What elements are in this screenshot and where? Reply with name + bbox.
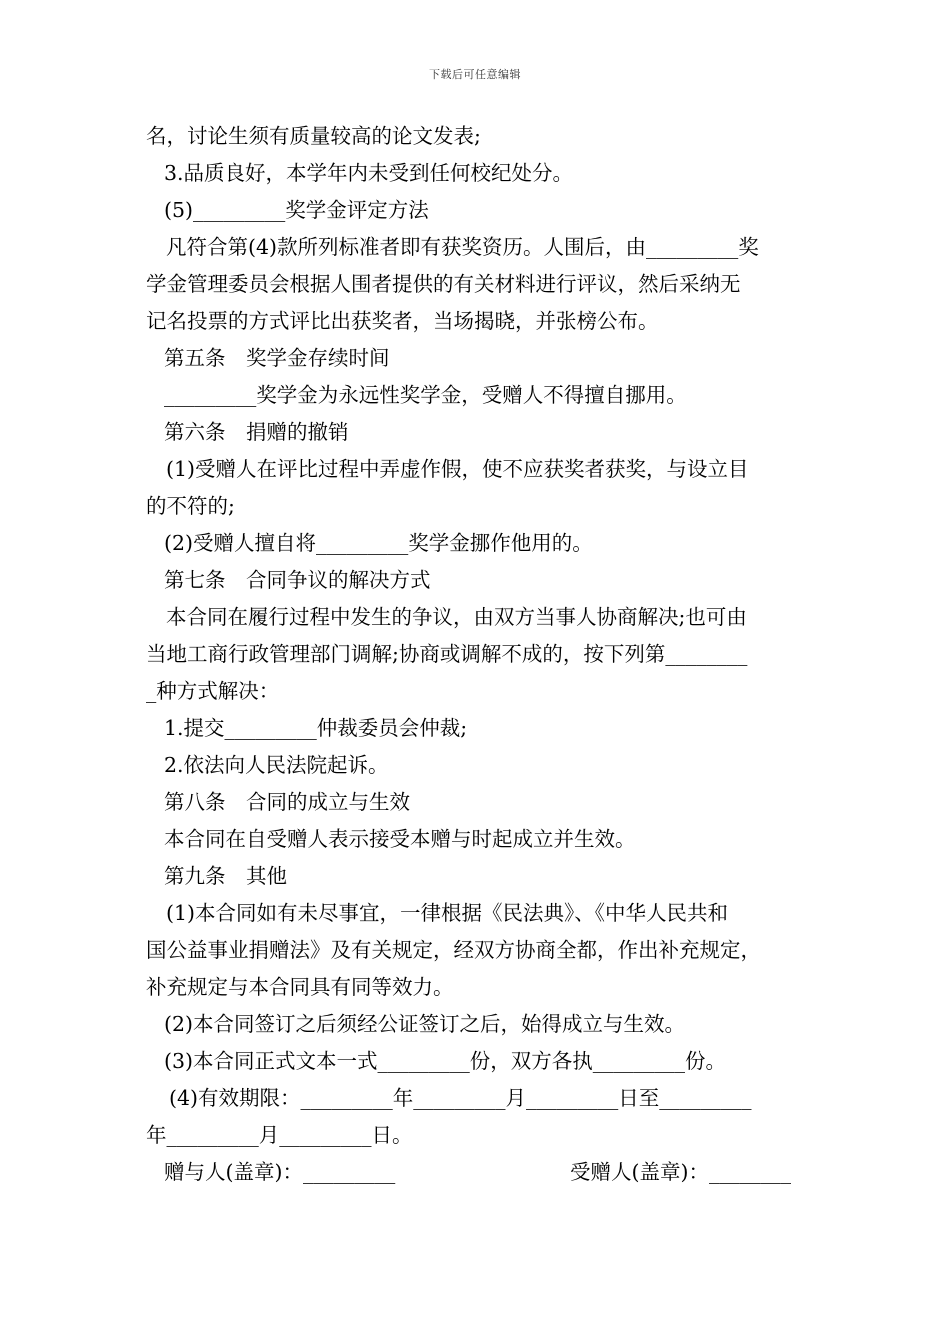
article-heading: 第六条 捐赠的撤销 [164, 420, 349, 444]
text-line: (4)有效期限：_________年_________月_________日至_________ [169, 1086, 752, 1110]
text-line: 2.依法向人民法院起诉。 [164, 753, 389, 777]
text-line: 年_________月_________日。 [146, 1123, 413, 1147]
text-line: 本合同在自受赠人表示接受本赠与时起成立并生效。 [164, 827, 636, 851]
text-line: 3.品质良好，本学年内未受到任何校纪处分。 [164, 161, 574, 185]
text-line: 1.提交_________仲裁委员会仲裁; [164, 716, 468, 740]
article-heading: 第七条 合同争议的解决方式 [164, 568, 431, 592]
text-line: 名，讨论生须有质量较高的论文发表; [146, 124, 481, 148]
article-heading: 第九条 其他 [164, 864, 287, 888]
recipient-signature: 受赠人(盖章)：________ [570, 1160, 791, 1184]
article-heading: 第八条 合同的成立与生效 [164, 790, 410, 814]
text-line: (2)受赠人擅自将_________奖学金挪作他用的。 [164, 531, 593, 555]
text-line: 国公益事业捐赠法》及有关规定，经双方协商全都，作出补充规定， [146, 938, 761, 962]
text-line: (1)受赠人在评比过程中弄虚作假，使不应获奖者获奖，与设立目 [166, 457, 749, 481]
text-line: (1)本合同如有未尽事宜，一律根据《民法典》、《中华人民共和 [166, 901, 729, 925]
text-line: (3)本合同正式文本一式_________份，双方各执_________份。 [164, 1049, 727, 1073]
text-line: _________奖学金为永远性奖学金，受赠人不得擅自挪用。 [164, 383, 687, 407]
text-line: 补充规定与本合同具有同等效力。 [146, 975, 454, 999]
document-body [146, 118, 826, 1191]
text-line: 的不符的; [146, 494, 235, 518]
text-line: 当地工商行政管理部门调解;协商或调解不成的，按下列第________ [146, 642, 748, 666]
text-line: 记名投票的方式评比出获奖者，当场揭晓，并张榜公布。 [146, 309, 659, 333]
text-line: 凡符合第(4)款所列标准者即有获奖资历。人围后，由_________奖 [166, 235, 759, 259]
article-heading: 第五条 奖学金存续时间 [164, 346, 390, 370]
text-line: (2)本合同签订之后须经公证签订之后，始得成立与生效。 [164, 1012, 686, 1036]
page-header: 下载后可任意编辑 [429, 68, 521, 81]
text-line: 学金管理委员会根据人围者提供的有关材料进行评议，然后采纳无 [146, 272, 741, 296]
signature-row [146, 1154, 826, 1191]
text-line: _种方式解决： [146, 679, 280, 703]
text-line: (5)_________奖学金评定方法 [164, 198, 429, 222]
donor-signature: 赠与人(盖章)：_________ [164, 1160, 396, 1184]
text-line: 本合同在履行过程中发生的争议，由双方当事人协商解决;也可由 [166, 605, 747, 629]
